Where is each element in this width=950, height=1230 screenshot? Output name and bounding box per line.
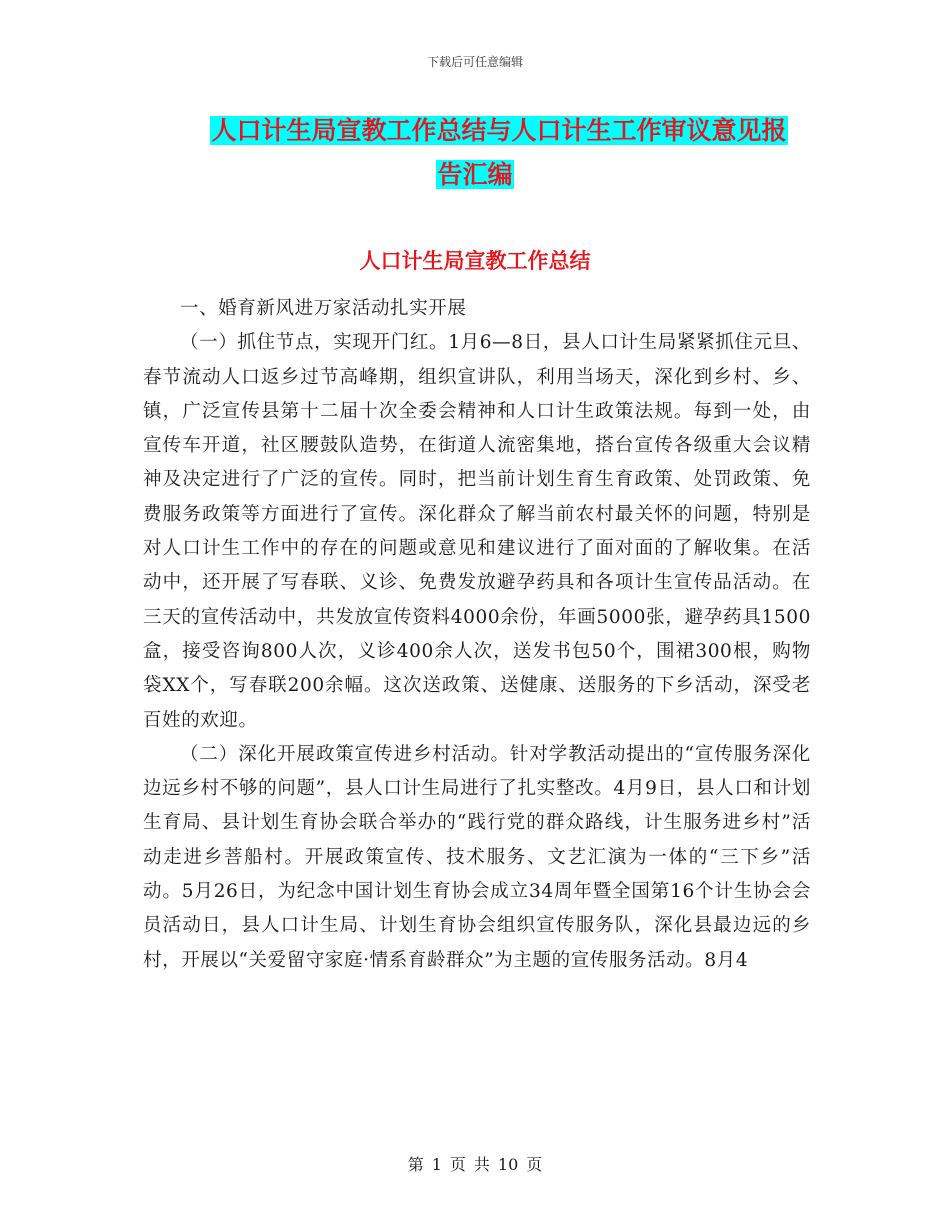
total-pages: 10 <box>497 1155 519 1174</box>
page-label-prefix: 第 <box>407 1155 424 1174</box>
document-title-line-1 <box>48 112 950 150</box>
page-header-note: 下载后可任意编辑 <box>426 55 523 69</box>
paragraph: （二）深化开展政策宣传进乡村活动。针对学教活动提出的“宣传服务深化边远乡村不够的问题”，县人口计生局进行了扎实整改。4月9日，县人口和计划生育局、县计划生育协会联合举办的“践行党的群众路线，计生服务进乡村”活动走进乡菩船村。开展政策宣传、技术服务、文艺汇演为一体的“三下乡”活动。5月26日，为纪念中国计划生育协会成立34周年暨全国第16个计生协会会员活动日，县人口计生局、计划生育协会组织宣传服务队，深化县最边远的乡村，开展以“关爱留守家庭·情系育龄群众”为主题的宣传服务活动。8月4 <box>143 743 811 971</box>
page-label-mid: 页 <box>449 1155 466 1174</box>
page-footer <box>0 1154 950 1176</box>
total-label-suffix: 页 <box>526 1155 543 1174</box>
page-number: 1 <box>431 1155 442 1174</box>
document-title <box>0 112 950 194</box>
title-highlight-2: 告汇编 <box>437 160 513 189</box>
section-title: 人口计生局宣教工作总结 <box>359 248 591 273</box>
document-title-line-2 <box>0 156 950 194</box>
total-label-prefix: 共 <box>473 1155 490 1174</box>
title-highlight-1: 人口计生局宣教工作总结与人口计生工作审议意见报 <box>211 116 787 145</box>
paragraph-heading-1: 一、婚育新风进万家活动扎实开展 <box>180 298 467 319</box>
paragraph: （一）抓住节点，实现开门红。1月6—8日，县人口计生局紧紧抓住元旦、春节流动人口返乡过节高峰期，组织宣讲队，利用当场天，深化到乡村、乡、镇，广泛宣传县第十二届十次全委会精神和人口计生政策法规。每到一处，由宣传车开道，社区腰鼓队造势，在街道人流密集地，搭台宣传各级重大会议精神及决定进行了广泛的宣传。同时，把当前计划生育生育政策、处罚政策、免费服务政策等方面进行了宣传。深化群众了解当前农村最关怀的问题，特别是对人口计生工作中的存在的问题或意见和建议进行了面对面的了解收集。在活动中，还开展了写春联、义诊、免费发放避孕药具和各项计生宣传品活动。在三天的宣传活动中，共发放宣传资料4000余份，年画5000张，避孕药具1500盒，接受咨询800人次，义诊400余人次，送发书包50个，围裙300根，购物袋XX个，写春联200余幅。这次送政策、送健康、送服务的下乡活动，深受老百姓的欢迎。 <box>143 332 811 731</box>
body-text <box>143 292 811 978</box>
